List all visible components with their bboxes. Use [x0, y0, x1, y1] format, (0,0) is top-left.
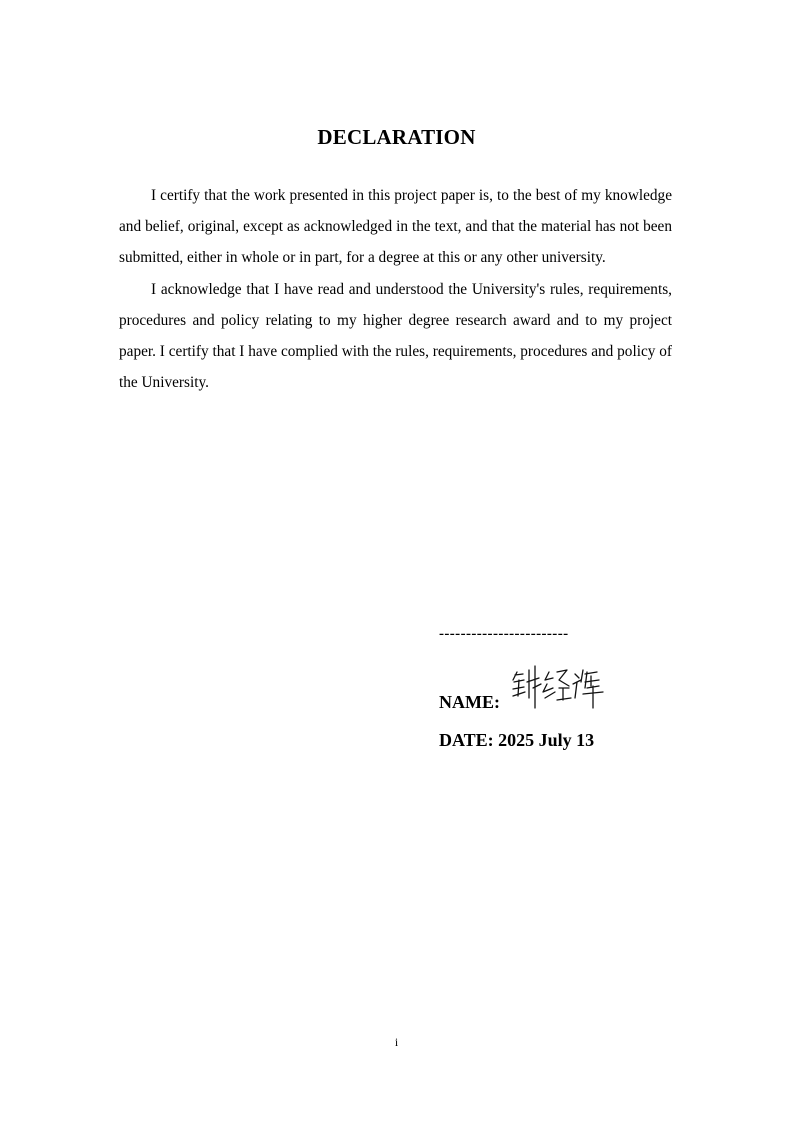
page-number: i	[394, 1035, 399, 1049]
declaration-paragraph-2: I acknowledge that I have read and understood the University's rules, requirements, procedures and policy relating to my higher degree research award and to my project paper. I certify that I have complied with the rules, requirements, procedures and policy of the University.	[119, 280, 672, 392]
signature-line: ------------------------	[439, 626, 569, 642]
declaration-paragraph-1: I certify that the work presented in this project paper is, to the best of my knowledge and belief, original, except as acknowledged in the text, and that the material has not been submitted, either in whole or in part, for a degree at this or any other university.	[119, 187, 672, 267]
handwritten-signature	[509, 658, 619, 714]
name-label: NAME:	[439, 692, 500, 712]
page-title: DECLARATION	[317, 125, 476, 149]
date-label: DATE: 2025 July 13	[439, 730, 595, 750]
declaration-body	[119, 180, 672, 398]
